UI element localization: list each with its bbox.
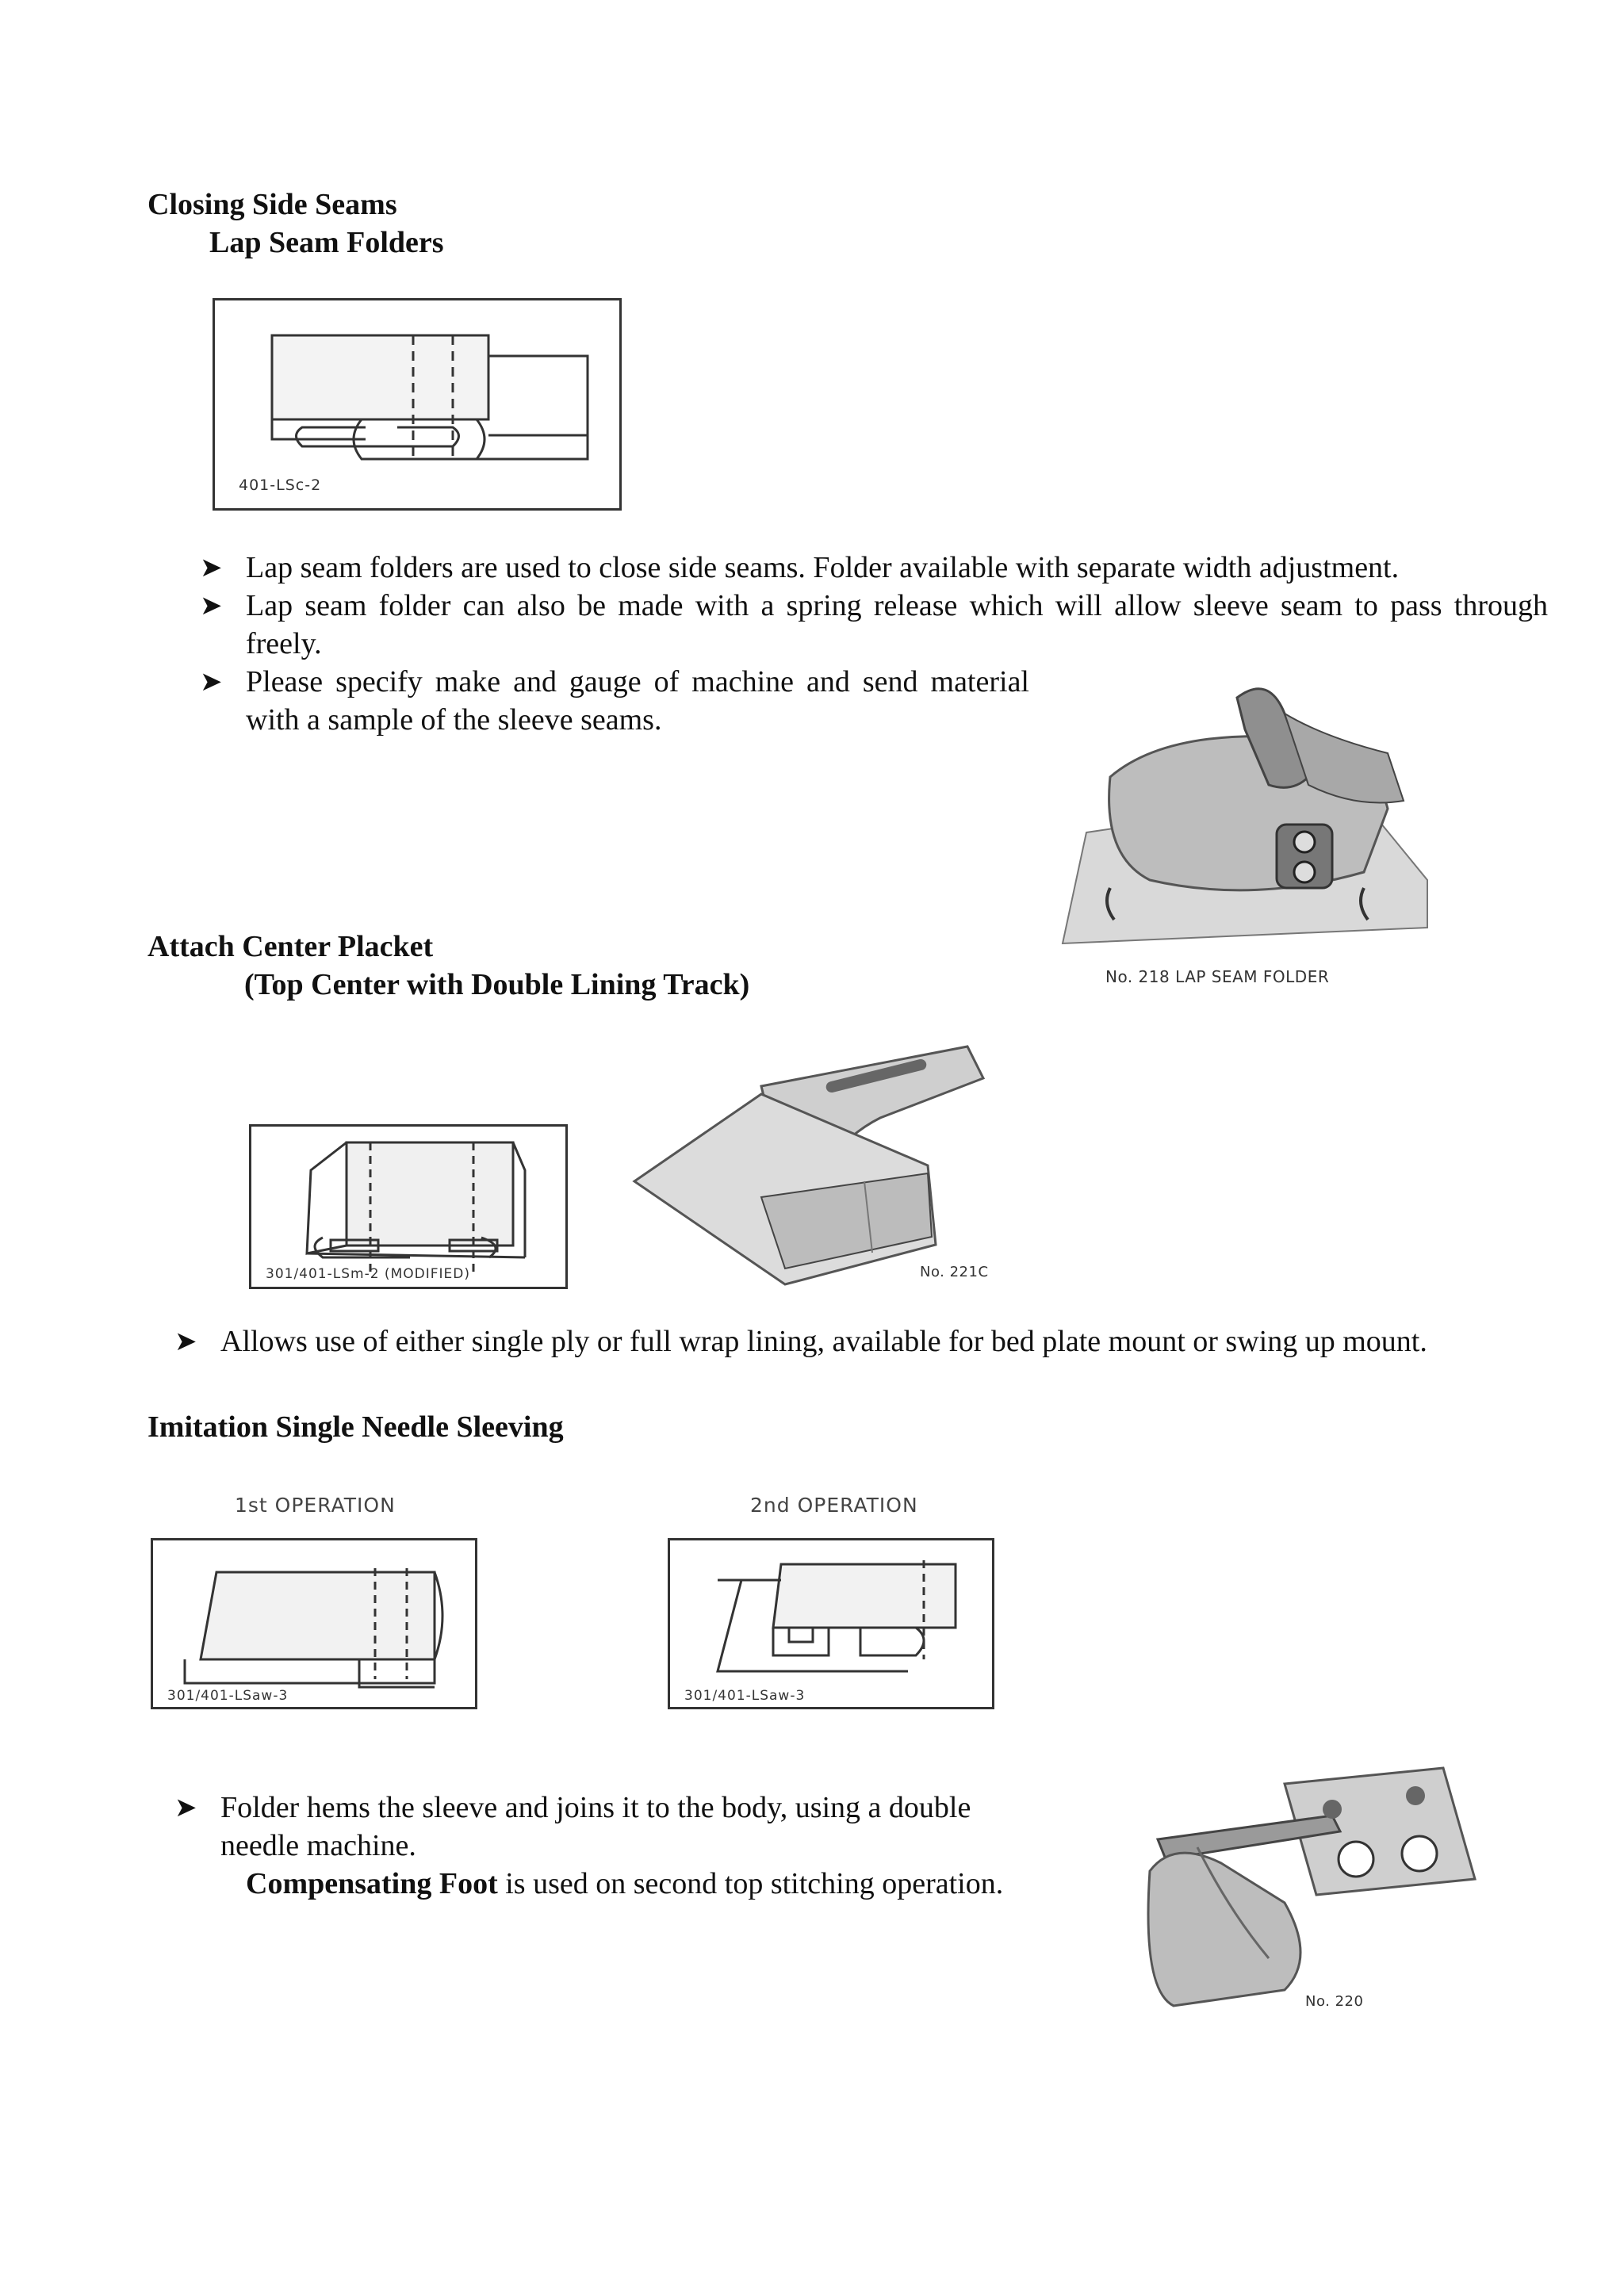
seam-diagram-2nd-operation [668, 1538, 994, 1709]
sleeving-folder-photo [1126, 1752, 1491, 2022]
section-subheading-top-center: (Top Center with Double Lining Track) [244, 968, 750, 1001]
seam-diagram-401-lsc-2 [213, 298, 622, 511]
center-placket-folder-photo [626, 1031, 1007, 1292]
first-operation-drawing [153, 1540, 480, 1712]
arrow-bullet-icon: ➤ [174, 1792, 197, 1823]
operation-title: 2nd OPERATION [750, 1494, 918, 1517]
seam-diagram-1st-operation [151, 1538, 477, 1709]
lap-seam-folder-photo [1055, 666, 1427, 999]
bold-term: Compensating Foot [246, 1867, 498, 1900]
list-item: ➤ Folder hems the sleeve and joins it to the body, using a double needle machine. [174, 1789, 1071, 1865]
section-heading-attach-center-placket: Attach Center Placket [147, 930, 434, 963]
seam-diagram-301-401-lsm-2 [249, 1124, 568, 1289]
photo-caption: No. 221C [920, 1264, 989, 1280]
photo-caption: No. 220 [1305, 1993, 1364, 2010]
operation-title: 1st OPERATION [235, 1494, 396, 1517]
figure-label: 301/401-LSm-2 (MODIFIED) [266, 1266, 470, 1282]
note-text: is used on second top stitching operation. [497, 1867, 1004, 1900]
center-placket-folder-image [626, 1031, 1007, 1292]
list-item: ➤ Lap seam folders are used to close side seams. Folder available with separate width adjustment. [200, 549, 1548, 587]
lap-seam-folder-image [1055, 666, 1427, 999]
sleeving-folder-image [1126, 1752, 1491, 2022]
arrow-bullet-icon: ➤ [200, 666, 223, 698]
compensating-foot-note [246, 1865, 1003, 1903]
arrow-bullet-icon: ➤ [174, 1326, 197, 1357]
figure-label: 301/401-LSaw-3 [167, 1688, 289, 1704]
list-item: ➤ Allows use of either single ply or full wrap lining, available for bed plate mount or swing up mount. [174, 1322, 1570, 1360]
photo-caption: No. 218 LAP SEAM FOLDER [1105, 967, 1330, 986]
list-item: ➤ Lap seam folder can also be made with a spring release which will allow sleeve seam to pass through freely. [200, 587, 1548, 663]
section-heading-imitation-single-needle-sleeving: Imitation Single Needle Sleeving [147, 1410, 564, 1444]
figure-label: 301/401-LSaw-3 [684, 1688, 806, 1704]
figure-label: 401-LSc-2 [239, 476, 322, 494]
arrow-bullet-icon: ➤ [200, 590, 223, 622]
section-subheading-lap-seam-folders: Lap Seam Folders [209, 226, 444, 259]
arrow-bullet-icon: ➤ [200, 552, 223, 584]
list-item: ➤ Please specify make and gauge of machine and send material with a sample of the sleeve seams. [200, 663, 1029, 739]
second-operation-drawing [670, 1540, 997, 1712]
section-heading-closing-side-seams: Closing Side Seams [147, 188, 397, 221]
